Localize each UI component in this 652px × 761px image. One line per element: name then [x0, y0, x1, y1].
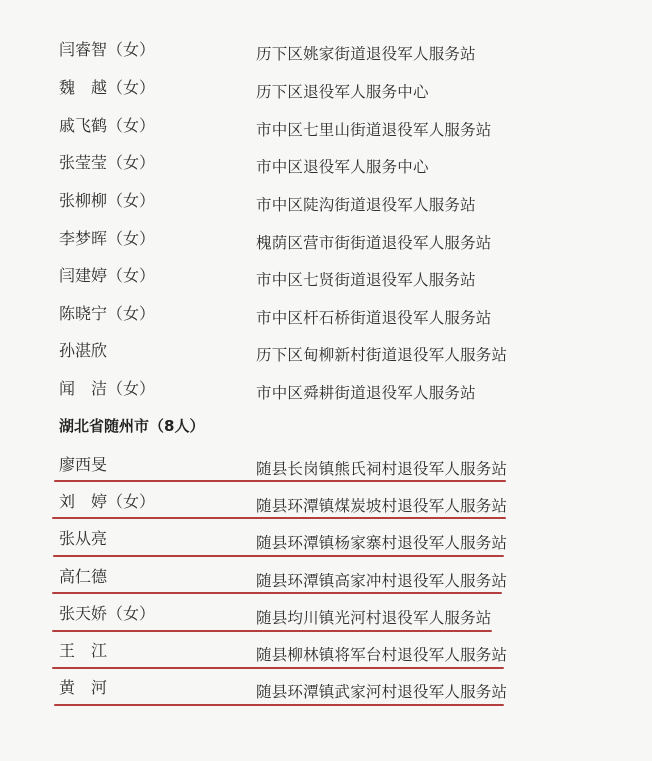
person-name: 廖西旻 — [59, 455, 108, 474]
underline-divider — [53, 555, 504, 557]
work-unit: 历下区姚家街道退役军人服务站 — [256, 45, 476, 63]
person-name: 张柳柳（女） — [59, 191, 156, 210]
underline-divider — [52, 517, 506, 519]
underline-divider — [54, 480, 506, 482]
person-name: 刘 婷（女） — [59, 492, 156, 511]
list-item — [0, 266, 652, 304]
work-unit: 历下区甸柳新村街道退役军人服务站 — [256, 346, 508, 364]
person-name: 闫建婷（女） — [59, 266, 156, 285]
work-unit: 随县均川镇光河村退役军人服务站 — [256, 609, 492, 627]
list-item — [0, 567, 652, 605]
person-name: 魏 越（女） — [59, 78, 156, 97]
work-unit: 市中区陡沟街道退役军人服务站 — [256, 196, 476, 214]
work-unit: 随县环潭镇武家河村退役军人服务站 — [256, 683, 508, 701]
work-unit: 市中区杆石桥街道退役军人服务站 — [256, 309, 492, 327]
list-item — [0, 116, 652, 154]
person-name: 李梦晖（女） — [59, 229, 156, 248]
person-name: 闫睿智（女） — [59, 40, 156, 59]
list-item — [0, 229, 652, 267]
person-name: 陈晓宁（女） — [59, 304, 156, 323]
list-item — [0, 304, 652, 342]
list-item — [0, 40, 652, 78]
list-item — [0, 379, 652, 417]
person-name: 孙湛欣 — [59, 341, 108, 360]
list-item — [0, 191, 652, 229]
work-unit: 随县长岗镇熊氏祠村退役军人服务站 — [256, 460, 508, 478]
work-unit: 市中区退役军人服务中心 — [256, 158, 429, 176]
underline-divider — [52, 630, 492, 632]
person-name: 张莹莹（女） — [59, 153, 156, 172]
underline-divider — [52, 592, 502, 594]
underline-divider — [52, 667, 504, 669]
list-item — [0, 604, 652, 642]
list-item — [0, 492, 652, 530]
work-unit: 市中区七贤街道退役军人服务站 — [256, 271, 476, 289]
work-unit: 随县环潭镇杨家寨村退役军人服务站 — [256, 534, 508, 552]
list-item — [0, 641, 652, 679]
person-name: 戚飞鹤（女） — [59, 116, 156, 135]
list-item — [0, 78, 652, 116]
person-name: 黄 河 — [59, 678, 108, 697]
person-name: 王 江 — [59, 641, 108, 660]
person-name: 闻 洁（女） — [59, 379, 156, 398]
person-name: 张从亮 — [59, 529, 108, 548]
list-item — [0, 153, 652, 191]
work-unit: 市中区七里山街道退役军人服务站 — [256, 121, 492, 139]
list-item — [0, 341, 652, 379]
person-name: 张天娇（女） — [59, 604, 156, 623]
work-unit: 历下区退役军人服务中心 — [256, 83, 429, 101]
work-unit: 随县环潭镇煤炭坡村退役军人服务站 — [256, 497, 508, 515]
work-unit: 随县环潭镇高家冲村退役军人服务站 — [256, 572, 508, 590]
section-heading: 湖北省随州市（8人） — [59, 417, 205, 435]
list-item — [0, 455, 652, 493]
underline-divider — [54, 704, 504, 706]
person-name: 高仁德 — [59, 567, 108, 586]
list-item — [0, 678, 652, 716]
work-unit: 槐荫区营市街街道退役军人服务站 — [256, 234, 492, 252]
work-unit: 市中区舜耕街道退役军人服务站 — [256, 384, 476, 402]
work-unit: 随县柳林镇将军台村退役军人服务站 — [256, 646, 508, 664]
list-item — [0, 529, 652, 567]
